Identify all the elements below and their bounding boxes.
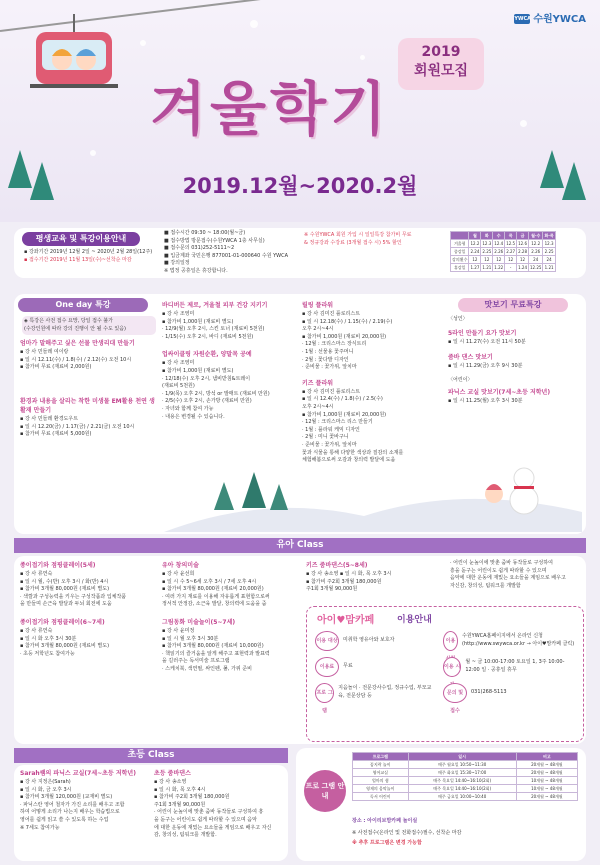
class-line: ▪ 일 시 11.27(수) 오전 11시 50분	[448, 338, 526, 345]
class-line: · 자녀와 함께 참여 가능	[162, 405, 214, 412]
holiday-note: ※ 법정 공휴일은 휴강합니다.	[164, 267, 228, 274]
table-header-cell: 월·수	[529, 232, 543, 240]
badge-text: 회원모집	[413, 63, 469, 79]
class-title: 환경과 내용을 살리는 착한 미생물 EM활용 천연 생활재 만들기	[20, 398, 155, 414]
registration-header: 평생교육 및 특강이용안내	[22, 232, 140, 246]
table-cell: 24	[529, 256, 543, 264]
class-title: 줌바 댄스 맛보기	[448, 354, 493, 362]
class-line: 을 돋구는 어린이도 쉽게 따라할 수 있으며 음악	[154, 816, 257, 823]
info-oval: 이용료	[315, 657, 339, 677]
notice-line-1: ◈ 특강은 사전 접수 요망, 당일 접수 불가	[24, 318, 114, 324]
class-line: · 12월 : 크리스마스 장식트리	[302, 341, 367, 348]
kids-col-3	[306, 560, 436, 594]
class-title: 유아 창의미술	[162, 562, 199, 569]
class-line: 하여 어떻게 소리가 나는지 배우는 학습법으로	[20, 809, 120, 816]
class-line: · 준비물 : 꽃가위, 앞치마	[302, 441, 357, 448]
class-line: ▪ 일 시 월, 수(반) 오후 3시 / 화(반) 4시	[20, 578, 109, 585]
class-line: ▪ 강 사 송소영	[154, 779, 187, 785]
notice-line-2: (수강인원에 따라 강의 진행이 안 될 수도 있음)	[24, 325, 126, 332]
info-text: 지음놀이 · 전문강사수업, 정규수업, 부모교육, 전문상담 등	[338, 685, 432, 699]
recruit-badge	[398, 38, 484, 90]
info-text: 031)268-5113	[471, 689, 507, 696]
table-cell: 겨울형	[451, 240, 469, 248]
class-line: · 12/9(월) 오후 2시, 스킨 토너 (재료비 5천원)	[162, 326, 265, 333]
class-line: · 파닉스란 영어 철자가 가진 소리를 배우고 조합	[20, 801, 125, 808]
promo-line-2: & 정규강좌 수강료 (3개월 접수 시) 5% 할인	[304, 239, 402, 246]
info-oval: 이용 대상	[315, 631, 339, 651]
table-header-cell	[451, 232, 469, 240]
accept-info	[164, 230, 288, 276]
class-line: · 내용은 변경될 수 있습니다.	[162, 413, 225, 420]
table-cell: 12	[481, 256, 493, 264]
cafe-right-info	[443, 631, 577, 714]
table-cell: 1.22	[494, 265, 504, 270]
note-line: · 어린이 눈높이에 맞춘 줌바 동작들로 구성하여	[450, 560, 553, 566]
elementary-class-band: 초등 Class	[14, 748, 288, 763]
program-place: 장소 : 아이리브맘카페 놀이실	[352, 818, 418, 824]
table-cell: 1.24	[518, 265, 527, 270]
elem-col-2	[154, 768, 286, 840]
class-line: ▪ 일 시 화, 금 오후 3시	[20, 786, 72, 793]
class-line: · 12월 : 크리스마스 리스 만들기	[302, 419, 373, 426]
cafe-info-row	[315, 683, 437, 714]
cafe-info-row	[315, 631, 437, 651]
table-header-cell: 프로그램	[353, 753, 409, 761]
class-line: ※ 7세도 참여가능	[20, 824, 60, 831]
class-line: ▪ 강 사 민들레 환경도우트	[20, 416, 79, 422]
class-title: 엄마가 말해주고 싶은 선물 만생리대 만들기	[20, 340, 135, 347]
class-line: · 여러 가지 재료를 이용해 자유롭게 표현함으로써	[162, 593, 270, 600]
class-line: ▪ 강 사 윤선희	[162, 571, 195, 577]
class-line: 오후 2시~4시	[302, 326, 334, 333]
table-cell: 12.2	[529, 240, 543, 248]
class-line: ▪ 일 시 화 오후 3시 30분	[20, 635, 77, 642]
table-cell: 2.27	[506, 249, 516, 254]
oneday-right-column	[302, 300, 442, 465]
table-cell: 2.26	[529, 248, 543, 256]
table-row	[451, 248, 556, 256]
semester-schedule-table	[450, 231, 556, 272]
info-oval: 이용	[443, 631, 458, 651]
oneday-section	[14, 294, 586, 534]
table-row	[451, 256, 556, 264]
table-cell: 12	[493, 256, 505, 264]
class-line: ▪ 일 시 수 5~6세 오후 3시 / 7세 오후 4시	[162, 578, 257, 585]
table-cell: 1.21	[544, 265, 554, 270]
class-line: · 2월 : 꽃다발 디자인	[302, 356, 349, 363]
table-cell: 매주 화요일 15:30~17:00	[408, 769, 516, 777]
cafe-title: 이용안내	[397, 615, 432, 625]
table-row	[353, 793, 578, 801]
class-line: 을 길러주는 독서미술 프로그램	[162, 658, 230, 665]
table-header-cell: 일시	[408, 753, 516, 761]
class-title: Sarah쌤의 파닉스 교실(7세~초등 저학년)	[20, 770, 136, 777]
table-cell: 휴강일	[451, 264, 469, 272]
table-cell: 독서 어린이	[353, 793, 409, 801]
class-title: 종이접기와 점핑클레이(6~7세)	[20, 618, 105, 626]
table-cell: 10개월 ~ 48개월	[516, 785, 577, 793]
class-line: ▪ 강 사 류연숙	[20, 571, 53, 577]
class-title: 5라인 만들기 요가 맛보기	[448, 329, 517, 337]
note-line: 자신감, 창의성, 팀워크를 개발함	[450, 582, 521, 589]
class-title: 릴링 플라워	[302, 302, 334, 309]
class-line: ▪ 참가비 1,000원 (재료비 별도)	[162, 318, 234, 325]
class-line: 영어를 쉽게 읽고 쓸 수 있도록 하는 수업	[20, 816, 109, 823]
oneday-middle-column	[162, 300, 294, 421]
table-cell: 엄마의 쉼	[353, 777, 409, 785]
program-note-2: ※ 추후 프로그램은 변경 가능함	[352, 840, 422, 846]
table-cell: 2.28	[518, 249, 527, 254]
table-cell: 12.2	[470, 241, 480, 246]
class-line: ▪ 강 사 조영미	[162, 311, 195, 317]
class-title: 초등 줌바댄스	[154, 770, 191, 777]
class-line: · 색깔과 구성능력을 키우는 구성작품과 입체작품	[20, 593, 127, 600]
snowflake	[520, 120, 527, 127]
oneday-notice	[22, 316, 156, 335]
class-line: ▪ 참가비 1,000원 (재료비 별도)	[162, 367, 234, 374]
class-line: ▪ 일 시 11.29(금) 오후 9시 30분	[448, 363, 523, 370]
info-text: 무료	[343, 663, 353, 670]
table-cell: 영어교실	[353, 769, 409, 777]
class-line: 꽃과 식물을 통해 다양한 색상과 질감의 소재를	[302, 449, 404, 456]
account-info: ■ 입금계좌 국민은행 877001-01-000640 수원 YWCA	[164, 252, 289, 259]
class-line: · 1월 : 플라워 케익 디자인	[302, 426, 360, 433]
table-cell: 24	[543, 256, 555, 264]
cafe-left-info	[315, 631, 437, 714]
table-header-row	[451, 232, 556, 240]
snowflake	[140, 40, 146, 46]
info-text: 월 ~ 금 10:00-17:00 토요일 1, 3주 10:00-12:00 일 · 공휴일 휴무	[465, 659, 565, 673]
class-line: 주1회 3개월 90,000원	[154, 801, 206, 808]
table-cell: 1.21	[482, 265, 492, 270]
class-line: 정서적 안정감, 소근육 발달, 창의력에 도움을 줌	[162, 601, 267, 608]
kids-col-2	[162, 560, 298, 674]
main-title: 겨울학기	[150, 75, 391, 143]
gondola-kids-illustration	[26, 14, 122, 98]
table-cell: 종강일	[451, 248, 469, 256]
schedule-title: ■ 강의일정	[164, 260, 190, 267]
class-title: 키즈 플라워	[302, 379, 334, 387]
program-note-1: ※ 사전접수(온라인 및 전화접수)필수, 선착순 마감	[352, 830, 462, 836]
class-line: ▪ 참가비 무료 (재료비 5,000원)	[20, 431, 92, 438]
ywca-logo: YWCA	[514, 16, 532, 22]
table-cell: 12	[505, 256, 517, 264]
elem-col-1	[20, 768, 150, 832]
table-row	[353, 769, 578, 777]
class-line: · 책읽기의 즐거움을 알게 해주고 표현력과 발표력	[162, 650, 270, 657]
table-cell: 매주 목요일 14:40~16:10(2회)	[408, 777, 516, 785]
table-cell: 1.27	[470, 265, 480, 270]
class-line: ▪ 참가비 3개월 80,000원 (재료비 별도)	[20, 643, 110, 650]
table-cell: 12	[469, 256, 481, 264]
class-line: ▪ 참가비 주2회 3개월 180,000원	[154, 794, 230, 801]
table-cell: 강의횟수	[452, 256, 468, 262]
class-line: 체험해봄으로써 오감과 창의력 발달에 도움	[302, 457, 396, 464]
tasting-header: 맛보기 무료특강	[458, 298, 568, 312]
class-line: ▪ 참가비 3개월 80,000원 (재료비 별도)	[20, 586, 110, 593]
accept-phone: ■ 접수문의 031)252-5111~2	[164, 245, 235, 252]
snowflake	[360, 55, 365, 60]
table-cell: 2.25	[544, 249, 554, 254]
table-cell: 꼼지락 놀이	[353, 761, 409, 769]
info-text: 미취학 영유아와 보호자	[343, 637, 395, 644]
class-line: · 1/9(목) 오후 2시, 방석 or 발매트 (재료비 만원)	[162, 390, 270, 397]
snowflake	[250, 20, 258, 28]
class-line: · 초등 저학년도 참여가능	[20, 650, 75, 657]
class-line: 감, 창의성, 팀워크를 개발함.	[154, 832, 217, 839]
class-line: ▪ 일 시 12.18(수) / 1.15(수) / 2.19(수)	[302, 318, 393, 325]
table-cell: 12.3	[544, 241, 554, 246]
class-line: · 12/18(수) 오후 2시, 냄비받침&트레이	[162, 375, 251, 382]
class-line: ▪ 강 사 지정은(Sarah)	[20, 779, 71, 785]
accept-method: ■ 접수방법 방문접수(수원YWCA 1층 사무실)	[164, 237, 265, 244]
class-line: · 1/15(수) 오후 2시, 바디 (재료비 5천원)	[162, 333, 254, 340]
table-header-cell: 금	[517, 232, 529, 240]
table-cell: 10개월 ~ 48개월	[516, 777, 577, 785]
info-oval: 프로 그램	[315, 683, 334, 703]
class-line: 오후 2시~4시	[302, 403, 334, 410]
table-header-cell: 목	[505, 232, 517, 240]
class-line: ▪ 강 사 김미진 플로리스트	[302, 388, 361, 395]
semester-dates: 2019.12월~2020.2월	[182, 174, 418, 198]
table-header-cell: 수	[493, 232, 505, 240]
class-line: ▪ 일 시 화, 목 오후 4시	[154, 786, 206, 793]
table-header-cell: 화·목	[544, 232, 554, 238]
kids-col-1	[20, 560, 156, 658]
info-text: 수원YWCA홈페이지에서 온라인 신청 (http://www.swywca.or.kr → 아이♥맘카페 클릭)	[462, 633, 575, 647]
class-title: 키즈 줌바댄스(5~8세)	[306, 562, 368, 569]
kid-label: 〈어린이〉	[448, 376, 473, 383]
class-title: 업싸이클링 자원순환, 양말목 공예	[162, 351, 252, 359]
table-row	[451, 240, 556, 248]
table-header-cell: 비고	[516, 753, 577, 761]
class-line: ▪ 강 사 민들레 여이랑	[20, 349, 69, 355]
class-line: · 2월 : 미니 꽃바구니	[302, 434, 349, 441]
class-line: ▪ 일 시 12.20(금) / 1.17(금) / 2.21(금) 오전 10시	[20, 423, 135, 430]
class-line: ▪ 일 시 11.25(월) 오후 3시 30분	[448, 398, 523, 405]
table-cell: 12.5	[506, 241, 516, 246]
class-line: · 2/5(수) 오후 2시, 손가방 (재료비 만원)	[162, 398, 252, 405]
table-cell: 2.26	[494, 249, 504, 254]
info-oval: 문의 및 접수	[443, 683, 467, 703]
table-cell: 2.25	[482, 249, 492, 254]
table-cell: 20개월 ~ 48개월	[516, 761, 577, 769]
cafe-info-row	[443, 657, 577, 677]
registration-panel	[14, 228, 586, 278]
table-row	[353, 761, 578, 769]
table-cell: 매주 월요일 10:50~11:30	[408, 761, 516, 769]
member-promo	[304, 232, 412, 247]
table-cell: 20개월 ~ 48개월	[516, 769, 577, 777]
cafe-info-row	[443, 683, 577, 714]
class-line: ▪ 강 사 조영미	[162, 360, 195, 367]
adult-label: 〈성인〉	[448, 316, 468, 322]
table-header-row	[353, 753, 578, 761]
table-row	[353, 777, 578, 785]
elementary-section	[14, 765, 288, 861]
cafe-info-box	[306, 606, 584, 742]
program-schedule-section	[296, 748, 586, 861]
snowflake	[90, 150, 96, 156]
class-line: · 어린이 눈높이에 맞춘 줌바 동작들로 구성하여 흥	[154, 809, 264, 816]
class-title: 파닉스 교실 맛보기(7세~초등 저학년)	[448, 389, 551, 397]
table-cell: 12.6	[518, 241, 527, 246]
class-line: ▪ 참가비 1,000원 (재료비 20,000원)	[302, 333, 387, 340]
program-table	[352, 752, 578, 801]
kids-section	[14, 556, 586, 744]
class-line: ▪ 강 사 윤미정	[162, 627, 195, 634]
class-title: 바디버든 제로, 겨울철 피부 건강 지키기	[162, 302, 268, 309]
table-cell: 영재의 음악놀이	[353, 785, 409, 793]
table-cell: 20개월 ~ 48개월	[516, 793, 577, 801]
class-line: · 1월 : 선물용 꽃주머니	[302, 348, 354, 355]
class-line: ▪ 강 사 류연숙	[20, 627, 53, 634]
ywca-brand	[514, 10, 586, 25]
class-line: ▪ 일 시 월 오후 3시 30분	[162, 635, 219, 642]
kids-zumba-note	[450, 560, 582, 590]
accept-hours: ■ 접수시간 09:30 ~ 18:00(월~금)	[164, 230, 246, 236]
class-line: 에 대한 운동에 재밌는 요소들을 게임으로 배우고 자신	[154, 824, 272, 831]
class-line: ▪ 참가비 3개월 80,000원 (재료비 10,000원)	[162, 643, 264, 650]
class-line: ▪ 강 사 송소영 ▪ 일 시 화, 목 오후 3시	[306, 571, 392, 577]
table-cell: 매주 목요일 14:40~16:10(2회)	[408, 785, 516, 793]
class-line: 주1회 3개월 90,000원	[306, 586, 358, 593]
cafe-logo: 아이♥맘카페	[317, 615, 375, 626]
table-cell: 매주 금요일 10:00~10:40	[408, 793, 516, 801]
brand-name: 수원YWCA	[533, 14, 586, 25]
oneday-class-2	[20, 396, 156, 439]
registration-periods	[24, 249, 152, 264]
class-line: ▪ 참가비 3개월 80,000원 (재료비 20,000원)	[162, 586, 264, 593]
table-cell: 12.4	[494, 241, 504, 246]
cafe-info-row	[315, 657, 437, 677]
tasting-column	[448, 298, 582, 406]
class-line: ▪ 강 사 김미진 플로리스트	[302, 311, 361, 317]
class-line: 을 만들며 손근육 발달과 두뇌 회전에 도움	[20, 601, 112, 608]
note-line: 흥을 돋구는 어린이도 쉽게 따라할 수 있으며	[450, 567, 547, 574]
kids-class-band: 유아 Class	[14, 538, 586, 553]
table-header-cell: 월	[469, 232, 481, 240]
badge-year: 2019	[421, 44, 461, 60]
signup-period: ▪ 접수기간 2019년 11월 13일(수)~선착순 마감	[24, 256, 132, 263]
class-title: 종이접기와 점핑클레이(5세)	[20, 562, 96, 569]
table-row	[353, 785, 578, 793]
table-row	[451, 264, 556, 272]
hero-banner	[0, 0, 600, 222]
oneday-header: One day 특강	[18, 298, 148, 312]
promo-line-1: ※ 수원YWCA 회원 가입 시 일일특강 참가비 무료	[304, 232, 412, 238]
class-line: · 스케치북, 색연필, 싸인펜, 풀, 가위 준비	[162, 665, 252, 672]
table-cell: -	[505, 264, 517, 272]
program-label-circle: 프로 그램 안내	[304, 770, 346, 812]
note-line: 음악에 대한 운동에 재밌는 요소들을 계임으로 배우고	[450, 575, 566, 582]
course-period: ▪ 강좌기간 2019년 12월 2일 ~ 2020년 2월 28일(12주)	[24, 249, 153, 255]
cafe-info-row	[443, 631, 577, 651]
table-cell: 12.3	[482, 241, 492, 246]
table-header-cell: 화	[481, 232, 493, 240]
table-cell: 2.24	[470, 249, 480, 254]
class-line: ▪ 일 시 12.11(수) / 1.8(수) / 2.12(수) 오전 10시	[20, 356, 132, 363]
class-line: (재료비 5천원)	[162, 383, 195, 390]
table-cell: 12	[517, 256, 529, 264]
class-line: ▪ 참가비 3개월 120,000원 (교재비 별도)	[20, 794, 113, 801]
class-line: ▪ 참가비 무료 (재료비 2,000원)	[20, 364, 92, 371]
table-cell: 12.25	[530, 265, 542, 270]
class-line: · 준비물 : 꽃가위, 앞치마	[302, 364, 357, 371]
oneday-class-1	[20, 338, 156, 372]
info-oval: 이용 시	[443, 657, 461, 677]
class-line: ▪ 일 시 12.4(수) / 1.8(수) / 2.5(수)	[302, 396, 383, 403]
class-line: ▪ 참가비 1,000원 (재료비 20,000원)	[302, 411, 387, 418]
snow-landscape-illustration	[164, 464, 582, 532]
class-title: 그림동화 미술놀이(5~7세)	[162, 618, 236, 626]
class-line: ▪ 참가비 주2회 3개월 180,000원	[306, 578, 382, 585]
